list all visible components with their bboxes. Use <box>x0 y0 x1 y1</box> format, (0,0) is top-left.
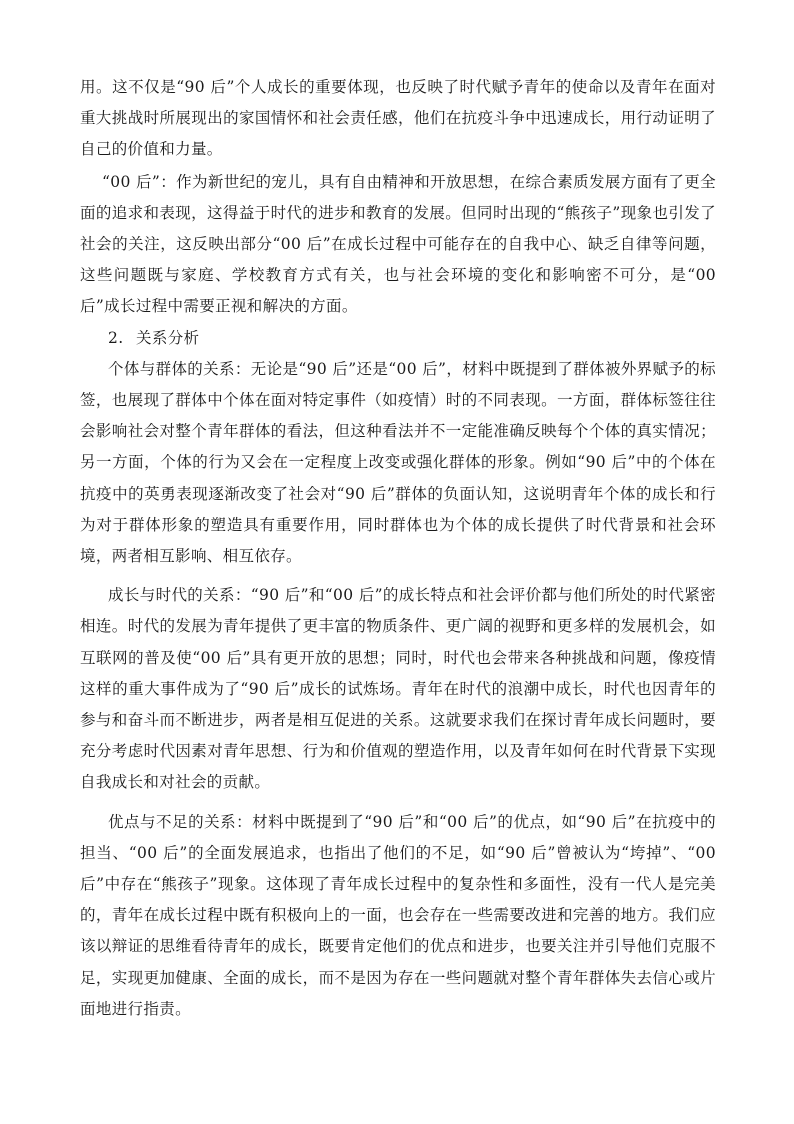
section-number: 2. <box>108 328 124 347</box>
paragraph-00-hou: “00 后”：作为新世纪的宠儿，具有自由精神和开放思想，在综合素质发展方面有了更全面的追求和表现，这得益于时代的进步和教育的发展。但同时出现的“熊孩子”现象也引发了社会的关注，这反映出部分“00 后”在成长过程中可能存在的自我中心、缺乏自律等问题，这些问题既与家庭、学校教育方式有关，也与社会环境的变化和影响密不可分，是“00 后”成长过程中需要正视和解决的方面。 <box>80 172 716 316</box>
section-heading <box>80 323 716 354</box>
paragraph-continuation: 用。这不仅是“90 后”个人成长的重要体现，也反映了时代赋予青年的使命以及青年在面对重大挑战时所展现出的家国情怀和社会责任感，他们在抗疫斗争中迅速成长，用行动证明了自己的价值和力量。 <box>80 78 716 159</box>
paragraph-individual-group: 个体与群体的关系：无论是“90 后”还是“00 后”，材料中既提到了群体被外界赋予的标签，也展现了群体中个体在面对特定事件（如疫情）时的不同表现。一方面，群体标签往往会影响社会对整个青年群体的看法，但这种看法并不一定能准确反映每个个体的真实情况；另一方面，个体的行为又会在一定程度上改变或强化群体的形象。例如“90 后”中的个体在抗疫中的英勇表现逐渐改变了社会对“90 后”群体的负面认知，这说明青年个体的成长和行为对于群体形象的塑造具有重要作用，同时群体也为个体的成长提供了时代背景和社会环境，两者相互影响、相互依存。 <box>80 359 716 566</box>
paragraph-strengths-weaknesses: 优点与不足的关系：材料中既提到了“90 后”和“00 后”的优点，如“90 后”在抗疫中的担当、“00 后”的全面发展追求，也指出了他们的不足，如“90 后”曾被认为“垮掉”、“00 后”中存在“熊孩子”现象。这体现了青年成长过程中的复杂性和多面性，没有一代人是完美的，青年在成长过程中既有积极向上的一面，也会存在一些需要改进和完善的地方。我们应该以辩证的思维看待青年的成长，既要肯定他们的优点和进步，也要关注并引导他们克服不足，实现更加健康、全面的成长，而不是因为存在一些问题就对整个青年群体失去信心或片面地进行指责。 <box>80 812 716 1018</box>
document-body <box>80 72 716 1025</box>
paragraph-growth-era: 成长与时代的关系：“90 后”和“00 后”的成长特点和社会评价都与他们所处的时代紧密相连。时代的发展为青年提供了更丰富的物质条件、更广阔的视野和更多样的发展机会，如互联网的普及使“00 后”具有更开放的思想；同时，时代也会带来各种挑战和问题，像疫情这样的重大事件成为了“90 后”成长的试炼场。青年在时代的浪潮中成长，时代也因青年的参与和奋斗而不断进步，两者是相互促进的关系。这就要求我们在探讨青年成长问题时，要充分考虑时代因素对青年思想、行为和价值观的塑造作用，以及青年如何在时代背景下实现自我成长和对社会的贡献。 <box>80 586 716 792</box>
section-title: 关系分析 <box>136 328 200 347</box>
